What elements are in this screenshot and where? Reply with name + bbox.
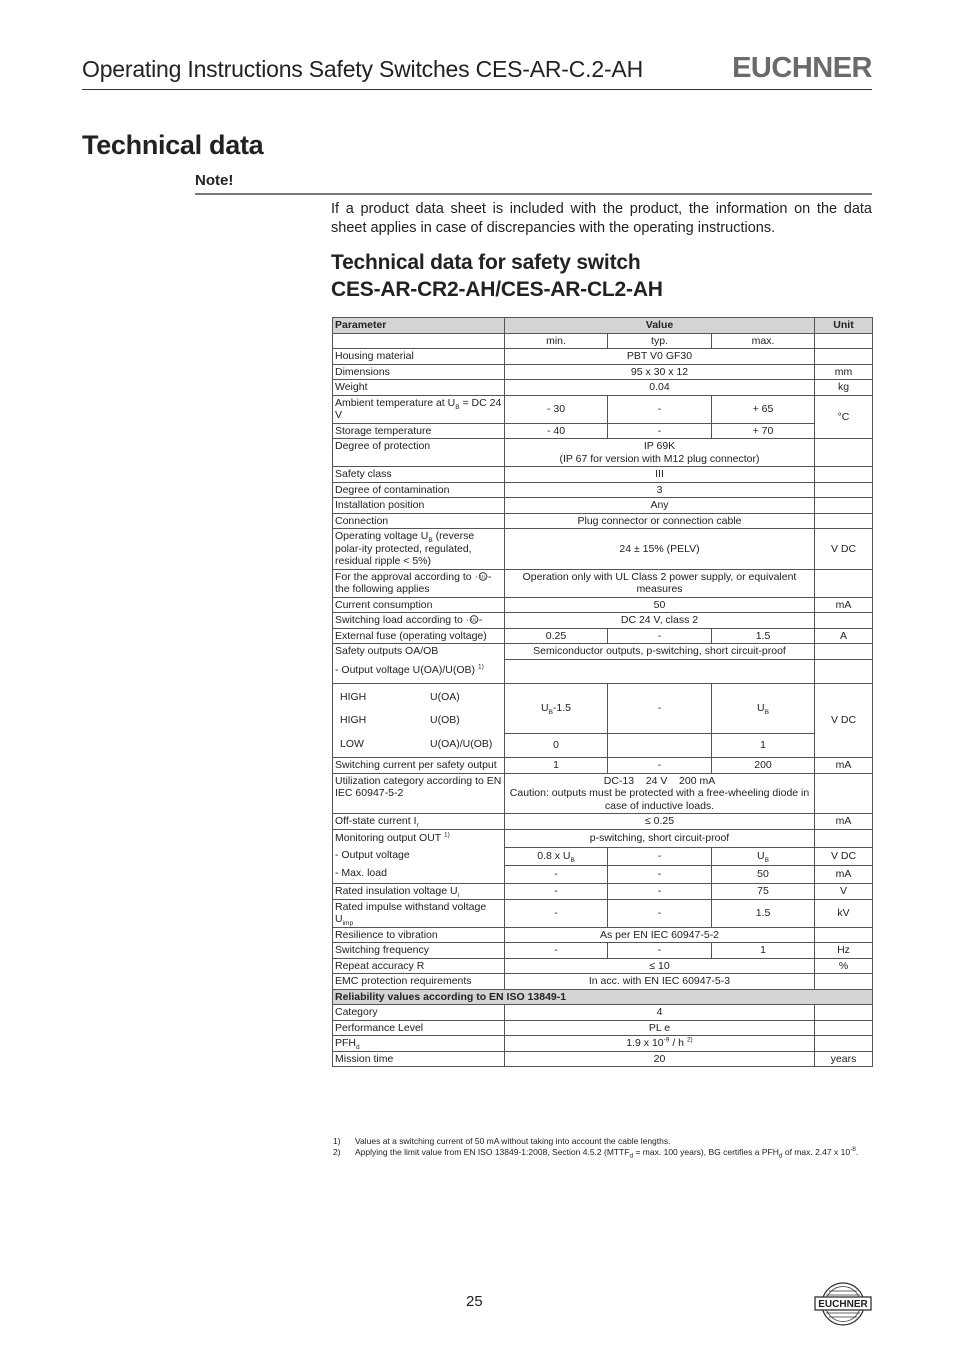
param-cell: Housing material [333,349,505,365]
max-cell [712,683,815,733]
value-superscript: -9 [663,1036,670,1044]
param-text: Rated impulse withstand voltage U [335,900,487,925]
footnote-1 [333,1136,873,1147]
param-cell [333,1036,505,1052]
value-text: -1.5 [552,701,572,714]
unit-cell [815,829,873,847]
value-cell: 3 [505,482,815,498]
param-cell: Switching current per safety output [333,758,505,774]
table-row [333,482,873,498]
param-cell: Safety class [333,467,505,483]
table-row [333,513,873,529]
level-label: LOW [340,737,364,750]
unit-cell: mA [815,814,873,830]
param-cell: Installation position [333,498,505,514]
table-row [333,974,873,990]
value-text: / h [669,1037,685,1049]
table-row [333,613,873,629]
page-number: 25 [466,1293,483,1310]
param-text: (reverse polar-ity protected, regulated, residual ripple < 5%) [335,530,475,567]
typ-cell: - [608,865,712,883]
unit-cell [815,613,873,629]
param-subscript: B [455,403,460,411]
unit-cell: V DC [815,683,873,758]
unit-cell: V [815,884,873,900]
value-cell: PL e [505,1020,815,1036]
level-label: HIGH [340,690,367,703]
max-cell: 1.5 [712,628,815,644]
table-row [333,943,873,959]
table-cell [333,333,505,349]
header-title: Operating Instructions Safety Switches CES-AR-C.2-AH [82,56,643,82]
param-cell [333,644,505,684]
param-cell [333,613,505,629]
param-cell: Storage temperature [333,423,505,439]
min-cell: - 40 [505,423,608,439]
col-header-max: max. [712,333,815,349]
value-text: U [540,701,549,714]
param-text: = DC 24 V [335,396,502,421]
unit-cell [815,1036,873,1052]
param-cell [333,569,505,597]
unit-cell [815,482,873,498]
param-cell [333,529,505,570]
value-cell: 0.04 [505,380,815,396]
typ-cell: - [608,423,712,439]
max-cell: 200 [712,758,815,774]
table-row [333,529,873,570]
min-cell [505,683,608,733]
param-cell: Mission time [333,1051,505,1067]
table-row [333,349,873,365]
table-row [333,498,873,514]
value-line: DC-13 24 V 200 mA [603,774,716,787]
footnote-2 [333,1147,873,1158]
euchner-seal-icon [814,1280,872,1328]
footnote-subscript: d [778,1152,783,1160]
table-row [333,439,873,467]
max-cell: 1 [712,943,815,959]
footnote-part: Applying the limit value from EN ISO 13849-1:2008, Section 4.5.2 (MTTF [355,1147,630,1157]
footnote-part: = max. 100 years), BG certifies a PFH [633,1147,779,1157]
unit-cell: mA [815,758,873,774]
value-cell: ≤ 10 [505,958,815,974]
param-cell: Degree of contamination [333,482,505,498]
value-cell: In acc. with EN IEC 60947-5-3 [505,974,815,990]
min-cell: 1 [505,758,608,774]
unit-cell [815,467,873,483]
min-cell: - [505,865,608,883]
unit-cell [815,1020,873,1036]
table-row [333,927,873,943]
table-group-row [333,989,873,1005]
param-text: - Output voltage U(OA)/U(OB) [335,663,476,676]
note-divider [195,193,872,195]
col-header-parameter: Parameter [333,318,505,334]
unit-cell [815,569,873,597]
param-text: Operating voltage U [335,530,429,542]
footnote-number: 1) [333,1136,341,1146]
typ-cell: - [608,628,712,644]
min-cell: - [505,899,608,927]
unit-cell [815,1005,873,1021]
subsection-title-line2: CES-AR-CR2-AH/CES-AR-CL2-AH [331,278,663,301]
unit-cell [815,349,873,365]
svg-text:c: c [475,574,477,579]
param-text: PFH [335,1037,356,1049]
footnote-text: Values at a switching current of 50 mA without taking into account the cable lengths. [355,1136,671,1146]
output-low [335,733,502,757]
table-row [333,884,873,900]
value-line: Caution: outputs must be protected with a free-wheeling diode in case of inductive loads. [509,787,810,812]
unit-cell [815,439,873,467]
note-label: Note! [195,172,234,189]
max-cell: + 65 [712,395,815,423]
unit-cell [815,974,873,990]
footnote-part: . [855,1147,859,1157]
unit-cell [815,927,873,943]
table-row [333,364,873,380]
min-cell: - 30 [505,395,608,423]
param-cell [333,683,505,758]
unit-cell: V DC [815,847,873,865]
param-cell [333,884,505,900]
param-cell [333,829,505,884]
param-line: - Output voltage [335,849,410,861]
value-subscript: B [764,709,769,717]
param-subscript: d [356,1044,360,1052]
param-cell: Utilization category according to EN IEC 60947-5-2 [333,773,505,814]
param-cell: Resilience to vibration [333,927,505,943]
value-cell: 50 [505,597,815,613]
param-cell [333,814,505,830]
param-line: - Max. load [335,866,387,879]
typ-cell: - [608,758,712,774]
unit-cell [815,513,873,529]
table-row [333,467,873,483]
table-row [333,683,873,733]
min-cell [505,847,608,865]
unit-cell: % [815,958,873,974]
typ-cell: - [608,395,712,423]
param-text: Safety outputs OA/OB [335,645,439,657]
table-row [333,597,873,613]
param-subscript: r [416,822,419,830]
value-subscript: B [570,857,575,865]
value-cell [505,773,815,814]
footnote-ref: 2) [686,1036,693,1044]
table-row [333,758,873,774]
value-cell: Plug connector or connection cable [505,513,815,529]
value-cell: p-switching, short circuit-proof [505,829,815,847]
table-row [333,1051,873,1067]
col-header-unit: Unit [815,318,873,334]
footnote-ref: 1) [443,831,450,838]
col-header-value: Value [505,318,815,334]
value-subscript: B [764,857,769,865]
param-cell: Dimensions [333,364,505,380]
table-row [333,958,873,974]
param-cell: Category [333,1005,505,1021]
footnote-ref: 1) [477,663,484,670]
table-cell [815,333,873,349]
param-text: For the approval according to [335,570,472,583]
unit-cell: A [815,628,873,644]
param-subscript: B [428,537,433,545]
value-cell: 95 x 30 x 12 [505,364,815,380]
max-cell: 1 [712,733,815,757]
value-text: U [757,701,765,714]
footnote-part: of max. 2.47 x 10 [782,1147,851,1157]
unit-cell: mm [815,364,873,380]
svg-text:c: c [466,618,469,622]
value-cell: PBT V0 GF30 [505,349,815,365]
value-cell: ≤ 0.25 [505,814,815,830]
unit-cell: mA [815,865,873,883]
unit-cell [815,498,873,514]
table-header-row [333,318,873,334]
value-line: IP 69K [643,440,676,452]
level-output: U(OA) [430,690,460,703]
value-subscript: B [548,709,553,717]
max-cell: 75 [712,884,815,900]
max-cell: + 70 [712,423,815,439]
param-subscript: imp [342,920,354,928]
note-text: If a product data sheet is included with the product, the information on the data sheet applies in case of discrepancies with the operating instructions. [331,201,872,236]
value-line: (IP 67 for version with M12 plug connector) [559,452,760,465]
subsection-title [331,249,872,303]
unit-cell: °C [815,395,873,439]
svg-text:UL: UL [470,618,477,624]
max-cell: 1.5 [712,899,815,927]
table-row [333,773,873,814]
max-cell: 50 [712,865,815,883]
seal-text: EUCHNER [818,1299,868,1311]
param-cell: EMC protection requirements [333,974,505,990]
unit-cell: Hz [815,943,873,959]
value-cell: As per EN IEC 60947-5-2 [505,927,815,943]
value-cell [505,659,815,683]
col-header-typ: typ. [608,333,712,349]
value-cell: Operation only with UL Class 2 power supply, or equivalent measures [505,569,815,597]
table-row [333,829,873,847]
value-text: 1.9 x 10 [626,1037,664,1049]
table-row [333,1005,873,1021]
footnote-subscript: d [629,1152,634,1160]
param-cell [333,395,505,423]
min-cell: 0 [505,733,608,757]
min-cell: 0.25 [505,628,608,644]
typ-cell: - [608,847,712,865]
param-cell: Weight [333,380,505,396]
table-row [333,423,873,439]
typ-cell: - [608,683,712,733]
value-cell [505,1036,815,1052]
param-cell: Switching frequency [333,943,505,959]
level-output: U(OA)/U(OB) [430,737,493,750]
unit-cell: kg [815,380,873,396]
subsection-title-line1: Technical data for safety switch [331,251,641,274]
typ-cell [608,733,712,757]
param-text: Monitoring output OUT [335,831,442,844]
value-text: 0.8 x U [537,849,571,862]
cul-us-mark-icon [466,615,482,624]
table-row [333,644,873,660]
unit-cell: kV [815,899,873,927]
typ-cell: - [608,899,712,927]
value-cell: Semiconductor outputs, p-switching, short circuit-proof [505,644,815,660]
value-cell: 20 [505,1051,815,1067]
level-label: HIGH [340,714,367,726]
footnote-text [355,1147,858,1158]
page-header [82,52,872,90]
param-text: Ambient temperature at U [335,396,456,409]
value-cell: DC 24 V, class 2 [505,613,815,629]
param-text: Switching load according to [335,614,463,626]
value-cell: III [505,467,815,483]
param-cell: Performance Level [333,1020,505,1036]
param-cell: Connection [333,513,505,529]
param-cell: External fuse (operating voltage) [333,628,505,644]
footnote-number: 2) [333,1147,341,1157]
svg-text:us: us [478,618,482,622]
table-row [333,1036,873,1052]
cul-us-mark-icon [475,572,491,581]
table-row [333,628,873,644]
param-cell: Repeat accuracy R [333,958,505,974]
section-title: Technical data [82,130,264,160]
param-text: the following applies [335,583,430,595]
max-cell [712,847,815,865]
table-row [333,1020,873,1036]
min-cell: - [505,884,608,900]
unit-cell: V DC [815,529,873,570]
table-row [333,395,873,423]
typ-cell: - [608,943,712,959]
svg-text:UL: UL [479,574,486,580]
output-high-a [335,686,502,710]
footnotes [333,1136,873,1158]
typ-cell: - [608,884,712,900]
table-subheader-row [333,333,873,349]
euchner-logo: EUCHNER [732,52,872,84]
unit-cell [815,773,873,814]
value-cell: 4 [505,1005,815,1021]
param-text: Off-state current I [335,815,417,827]
value-cell: 24 ± 15% (PELV) [505,529,815,570]
unit-cell: mA [815,597,873,613]
min-cell: - [505,943,608,959]
technical-data-table [332,317,873,1067]
unit-cell [815,644,873,660]
param-cell: Current consumption [333,597,505,613]
param-line [335,830,502,848]
unit-cell: years [815,1051,873,1067]
level-output: U(OB) [430,714,460,726]
unit-cell [815,659,873,683]
param-text: Rated insulation voltage U [335,885,458,897]
value-text: U [757,849,765,862]
table-row [333,814,873,830]
value-cell [505,439,815,467]
value-cell: Any [505,498,815,514]
svg-text:us: us [486,574,491,579]
param-cell: Degree of protection [333,439,505,467]
param-subscript: i [457,892,460,900]
table-row [333,899,873,927]
table-row [333,380,873,396]
param-cell [333,899,505,927]
footnote-superscript: -8 [850,1146,856,1154]
output-high-b [335,709,502,733]
reliability-group-header: Reliability values according to EN ISO 13849-1 [333,989,873,1005]
table-row [333,569,873,597]
col-header-min: min. [505,333,608,349]
